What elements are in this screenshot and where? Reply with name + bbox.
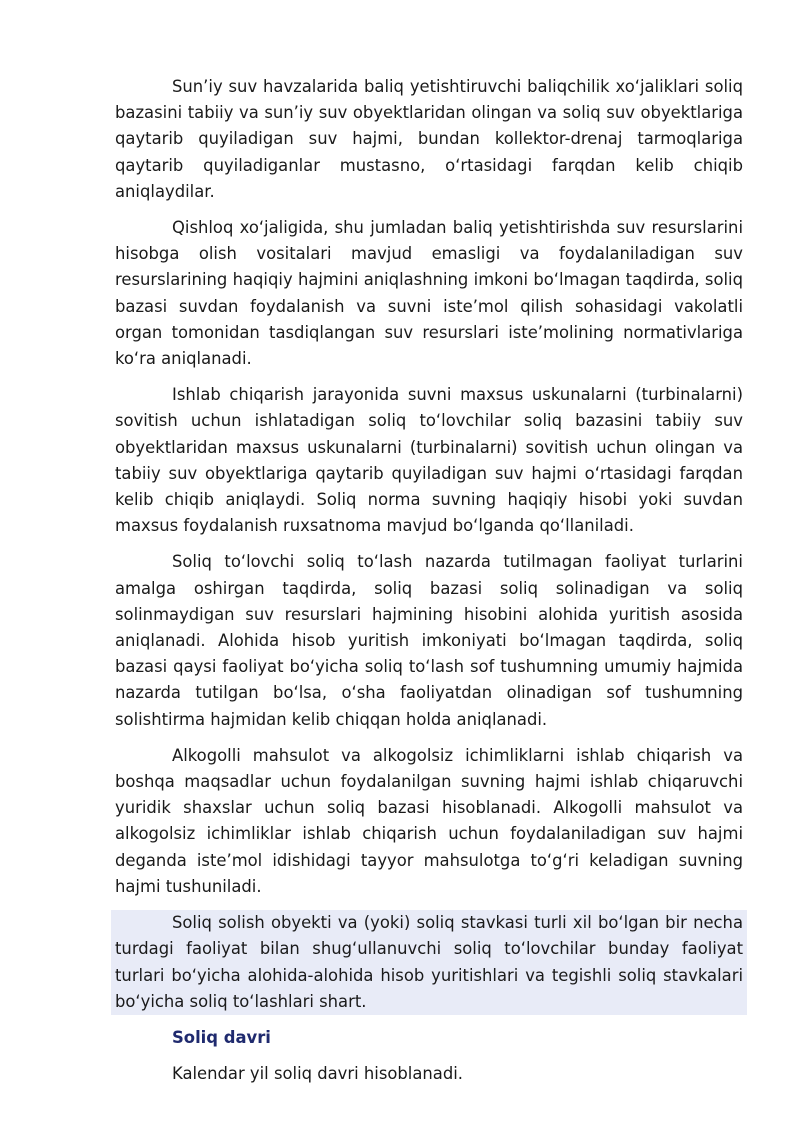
document-body <box>115 74 743 1087</box>
paragraph-separate-accounting: Soliq to‘lovchi soliq to‘lash nazarda tutilmagan faoliyat turlarini amalga oshirgan taqdirda, soliq bazasi soliq solinadigan va soliq solinmaydigan suv resurslari hajmining hisobini alohida yuritish asosida aniqlanadi. Alohida hisob yuritish imkoniyati bo‘lmagan taqdirda, soliq bazasi qaysi faoliyat bo‘yicha soliq to‘lash sof tushumning umumiy hajmida nazarda tutilgan bo‘lsa, o‘sha faoliyatdan olinadigan sof tushumning solishtirma hajmidan kelib chiqqan holda aniqlanadi. <box>115 552 743 729</box>
tax-period-text: Kalendar yil soliq davri hisoblanadi. <box>172 1064 463 1084</box>
paragraph-highlighted-obligation: Soliq solish obyekti va (yoki) soliq stavkasi turli xil bo‘lgan bir necha turdagi faoliyat bilan shug‘ullanuvchi soliq to‘lovchilar bunday faoliyat turlari bo‘yicha alohida-alohida hisob yuritishlari va tegishli soliq stavkalari bo‘yicha soliq to‘lashlari shart. <box>111 910 747 1015</box>
paragraph-fish-farming: Sun’iy suv havzalarida baliq yetishtiruvchi baliqchilik xo‘jaliklari soliq bazasini tabiiy va sun’iy suv obyektlaridan olingan va soliq suv obyektlariga qaytarib quyiladigan suv hajmi, bundan kollektor-drenaj tarmoqlariga qaytarib quyiladiganlar mustasno, o‘rtasidagi farqdan kelib chiqib aniqlaydilar. <box>115 77 743 201</box>
section-heading: Soliq davri <box>172 1027 271 1047</box>
paragraph-agriculture: Qishloq xo‘jaligida, shu jumladan baliq yetishtirishda suv resurslarini hisobga olish vositalari mavjud emasligi va foydalaniladigan suv resurslarining haqiqiy hajmini aniqlashning imkoni bo‘lmagan taqdirda, soliq bazasi suvdan foydalanish va suvni iste’mol qilish sohasidagi vakolatli organ tomonidan tasdiqlangan suv resurslari iste’molining normativlariga ko‘ra aniqlanadi. <box>115 218 743 369</box>
paragraph-alcohol-production: Alkogolli mahsulot va alkogolsiz ichimliklarni ishlab chiqarish va boshqa maqsadlar uchun foydalanilgan suvning hajmi ishlab chiqaruvchi yuridik shaxslar uchun soliq bazasi hisoblanadi. Alkogolli mahsulot va alkogolsiz ichimliklar ishlab chiqarish uchun foydalaniladigan suv hajmi deganda iste’mol idishidagi tayyor mahsulotga to‘g‘ri keladigan suvning hajmi tushuniladi. <box>115 745 743 896</box>
paragraph-turbine-cooling: Ishlab chiqarish jarayonida suvni maxsus uskunalarni (turbinalarni) sovitish uchun ishlatadigan soliq to‘lovchilar soliq bazasini tabiiy suv obyektlaridan maxsus uskunalarni (turbinalarni) sovitish uchun olingan va tabiiy suv obyektlariga qaytarib quyiladigan suv hajmi o‘rtasidagi farqdan kelib chiqib aniqlaydi. Soliq norma suvning haqiqiy hisobi yoki suvdan maxsus foydalanish ruxsatnoma mavjud bo‘lganda qo‘llaniladi. <box>115 385 743 536</box>
